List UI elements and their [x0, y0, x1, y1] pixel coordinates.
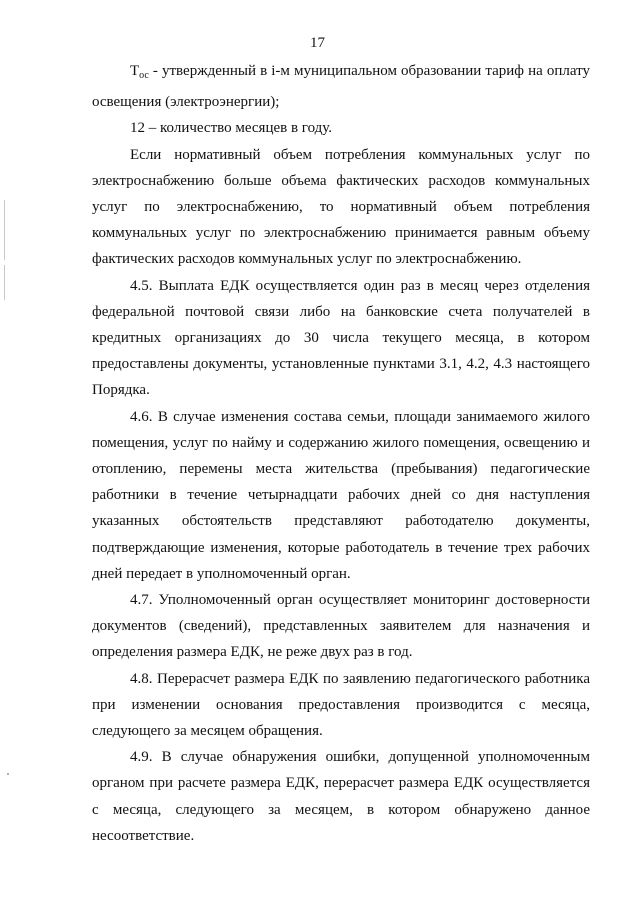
scan-speck — [7, 773, 9, 775]
paragraph-4-9: 4.9. В случае обнаружения ошибки, допущенной уполномоченным органом при расчете размера ЕДК, перерасчет размера ЕДК осуществляется с месяца, следующего за месяцем, в котором обнаружено данное несоответствие. — [92, 749, 590, 844]
paragraph-text: - утвержденный в i-м муниципальном образовании тариф на оплату освещения (электроэнергии); — [92, 63, 590, 111]
scan-edge-mark — [4, 265, 5, 300]
paragraph-4-7: 4.7. Уполномоченный орган осуществляет мониторинг достоверности документов (сведений), представленных заявителем для назначения и определения размера ЕДК, не реже двух раз в год. — [92, 592, 590, 661]
page-number: 17 — [310, 35, 325, 51]
tariff-symbol: Т — [130, 63, 140, 79]
document-body — [92, 58, 590, 849]
paragraph-toc-definition — [92, 58, 590, 115]
paragraph-4-5: 4.5. Выплата ЕДК осуществляется один раз в месяц через отделения федеральной почтовой связи либо на банковские счета получателей в кредитных организациях до 30 числа текущего месяца, в котором предоставлены документы, установленные пунктами 3.1, 4.2, 4.3 настоящего Порядка. — [92, 277, 590, 399]
paragraph-4-8: 4.8. Перерасчет размера ЕДК по заявлению педагогического работника при изменении основания предоставления производится с месяца, следующего за месяцем обращения. — [92, 670, 590, 740]
paragraph-4-6: 4.6. В случае изменения состава семьи, площади занимаемого жилого помещения, услуг по найму и содержанию жилого помещения, освещению и отоплению, перемены места жительства (пребывания) педагогические работники в течение четырнадцати рабочих дней со дня наступления указанных обстоятельств представляют работодателю документы, подтверждающие изменения, которые работодатель в течение трех рабочих дней передает в уполномоченный орган. — [92, 408, 590, 582]
tariff-symbol-subscript: ос — [139, 70, 149, 81]
paragraph-norm-vs-fact: Если нормативный объем потребления коммунальных услуг по электроснабжению больше объема фактических расходов коммунальных услуг по электроснабжению, то нормативный объем потребления коммунальных услуг по электроснабжению принимается равным объему фактических расходов коммунальных услуг по электроснабжению. — [92, 146, 590, 268]
scan-edge-mark — [4, 200, 5, 260]
paragraph-months-definition: 12 – количество месяцев в году. — [130, 120, 333, 137]
